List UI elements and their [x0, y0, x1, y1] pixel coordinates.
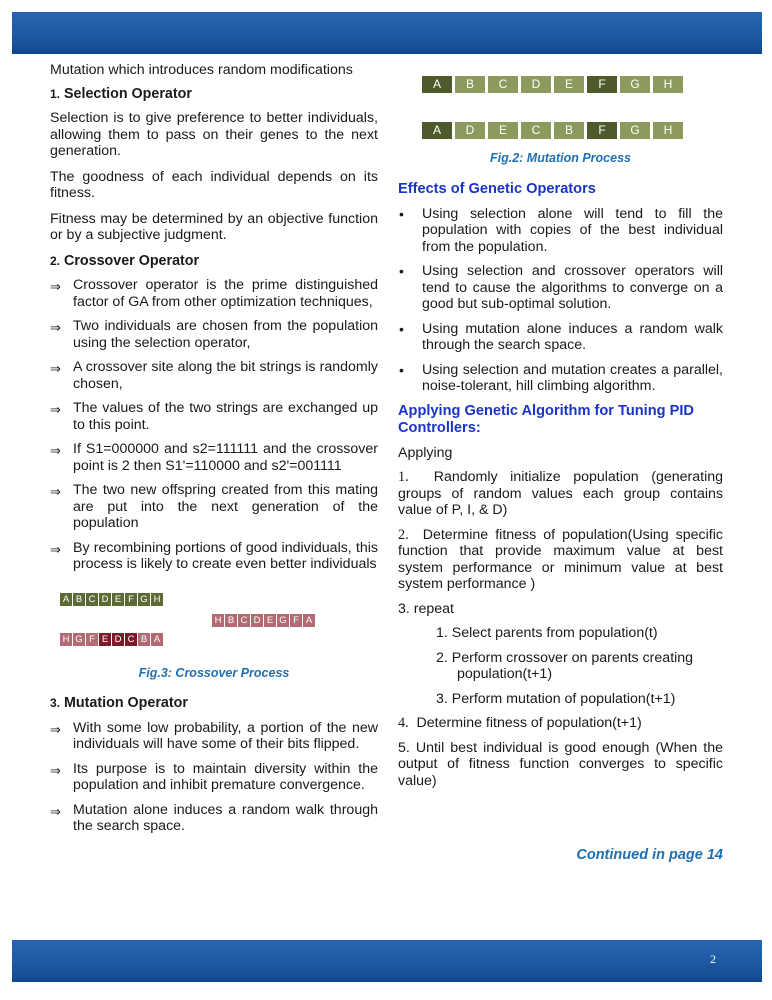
mutation-cell: F — [587, 122, 617, 139]
mutation-cell: D — [455, 122, 485, 139]
list-item: ⇒ The two new offspring created from this mating are put into the next generation of the population — [50, 482, 378, 531]
bullet-icon: • — [399, 361, 404, 378]
mutation-cell: C — [488, 76, 518, 93]
crossover-cell: H — [60, 633, 72, 646]
list-item: ⇒ By recombining portions of good individuals, this process is likely to create even better individuals — [50, 539, 378, 572]
arrow-icon: ⇒ — [50, 721, 61, 737]
crossover-cell: D — [112, 633, 124, 646]
left-column — [50, 62, 378, 843]
paragraph: Selection is to give preference to better individuals, allowing them to pass on their genes to the next generation. — [50, 110, 378, 159]
arrow-icon: ⇒ — [50, 279, 61, 294]
list-item: ⇒ If S1=000000 and s2=111111 and the crossover point is 2 then S1'=110000 and s2'=001111 — [50, 441, 378, 474]
mutation-cell: D — [521, 76, 551, 93]
substep-2: 2. Perform crossover on parents creating population(t+1) — [436, 649, 694, 682]
header-band — [12, 12, 762, 54]
continued-link[interactable]: Continued in page 14 — [576, 847, 723, 863]
list-item: ⇒ Crossover operator is the prime distinguished factor of GA from other optimization techniques, — [50, 277, 378, 310]
mutation-list — [50, 720, 378, 835]
crossover-cell: G — [138, 593, 150, 606]
list-item: • Using selection alone will tend to fill the population with copies of the best individual from the population. — [399, 205, 723, 255]
crossover-list — [50, 277, 378, 573]
substep-3: 3. Perform mutation of population(t+1) — [436, 690, 676, 707]
mutation-cell: B — [455, 76, 485, 93]
section-title: Selection Operator — [64, 85, 192, 102]
list-item: • Using mutation alone induces a random walk through the search space. — [399, 320, 723, 353]
mutation-cell: H — [653, 122, 683, 139]
crossover-heading — [50, 253, 378, 270]
list-item: ⇒ Mutation alone induces a random walk through the search space. — [50, 801, 378, 834]
arrow-icon: ⇒ — [50, 762, 61, 778]
crossover-cell: B — [225, 614, 237, 627]
crossover-cell: H — [212, 614, 224, 627]
section-title: Mutation Operator — [64, 695, 188, 711]
crossover-cell: H — [151, 593, 163, 606]
crossover-cell: E — [99, 633, 111, 646]
list-item: • Using selection and crossover operators will tend to cause the algorithms to converge on a good but sub-optimal solution. — [399, 263, 723, 312]
figure-caption: Fig.2: Mutation Process — [490, 151, 631, 165]
crossover-cell: F — [86, 633, 98, 646]
mutation-cell: G — [620, 122, 650, 139]
step-3: 3. repeat — [398, 600, 455, 617]
mutation-cell: F — [587, 76, 617, 93]
step-4: 4. Determine fitness of population(t+1) — [398, 715, 642, 731]
applying-lead: Applying — [398, 444, 453, 461]
crossover-cell: A — [303, 614, 315, 627]
right-column — [398, 62, 723, 864]
mutation-row-after — [422, 122, 686, 139]
mutation-heading — [50, 695, 378, 712]
parent-strip-2 — [60, 633, 164, 646]
list-item: ⇒ The values of the two strings are exchanged up to this point. — [50, 400, 378, 433]
effects-heading: Effects of Genetic Operators — [398, 180, 596, 197]
bullet-icon: • — [399, 263, 404, 279]
mutation-cell: E — [488, 122, 518, 139]
crossover-cell: F — [290, 614, 302, 627]
list-item: ⇒ Its purpose is to maintain diversity within the population and inhibit premature convergence. — [50, 760, 378, 793]
section-number: 3. — [50, 696, 61, 710]
paragraph: Fitness may be determined by an objective function or by a subjective judgment. — [50, 210, 378, 243]
arrow-icon: ⇒ — [50, 443, 61, 458]
crossover-cell: E — [264, 614, 276, 627]
mutation-cell: A — [422, 122, 452, 139]
footer-band — [12, 940, 762, 982]
crossover-cell: A — [60, 593, 72, 606]
mutation-cell: C — [521, 122, 551, 139]
bullet-icon: • — [399, 320, 404, 337]
figure-caption: Fig.3: Crossover Process — [138, 665, 290, 680]
offspring-strip — [212, 614, 316, 627]
crossover-cell: F — [125, 593, 137, 606]
crossover-cell: C — [86, 593, 98, 606]
selection-heading — [50, 86, 378, 103]
arrow-icon: ⇒ — [50, 361, 61, 376]
substep-1: 1. Select parents from population(t) — [436, 625, 658, 641]
mutation-figure — [398, 62, 723, 146]
applying-heading: Applying Genetic Algorithm for Tuning PID Controllers: — [398, 402, 694, 436]
mutation-row-before — [422, 76, 686, 93]
crossover-cell: G — [277, 614, 289, 627]
mutation-cell: G — [620, 76, 650, 93]
bullet-icon: • — [399, 205, 404, 222]
paragraph: The goodness of each individual depends on its fitness. — [50, 168, 378, 201]
list-item: ⇒ Two individuals are chosen from the population using the selection operator, — [50, 318, 378, 351]
page-number: 2 — [710, 952, 716, 966]
list-item: ⇒ With some low probability, a portion of the new individuals will have some of their bits flipped. — [50, 719, 378, 752]
list-item: • Using selection and mutation creates a parallel, noise-tolerant, hill climbing algorithm. — [399, 361, 723, 394]
section-title: Crossover Operator — [64, 252, 200, 269]
arrow-icon: ⇒ — [50, 541, 61, 557]
crossover-cell: C — [238, 614, 250, 627]
step-5: 5. Until best individual is good enough (When the output of fitness function converges to specific value) — [398, 739, 723, 789]
crossover-cell: B — [138, 633, 150, 646]
arrow-icon: ⇒ — [50, 320, 61, 335]
arrow-icon: ⇒ — [50, 484, 61, 499]
crossover-cell: B — [73, 593, 85, 606]
intro-text: Mutation which introduces random modifications — [50, 62, 353, 78]
crossover-cell: A — [151, 633, 163, 646]
crossover-cell: G — [73, 633, 85, 646]
crossover-figure — [50, 581, 378, 661]
crossover-cell: D — [251, 614, 263, 627]
mutation-cell: H — [653, 76, 683, 93]
crossover-cell: C — [125, 633, 137, 646]
mutation-cell: E — [554, 76, 584, 93]
step-2: 2. Determine fitness of population(Using specific function that provide maximum value at best system performance or minimum value at best system performance ) — [398, 526, 723, 592]
parent-strip-1 — [60, 593, 164, 606]
step-1: 1. Randomly initialize population (generating groups of random values each group contains value of P, I, & D) — [398, 469, 723, 518]
crossover-cell: D — [99, 593, 111, 606]
effects-list — [398, 206, 723, 395]
mutation-cell: A — [422, 76, 452, 93]
arrow-icon: ⇒ — [50, 402, 61, 417]
list-item: ⇒ A crossover site along the bit strings is randomly chosen, — [50, 359, 378, 392]
arrow-icon: ⇒ — [50, 803, 61, 819]
section-number: 2. — [50, 253, 61, 268]
crossover-cell: E — [112, 593, 124, 606]
section-number: 1. — [50, 86, 61, 101]
mutation-cell: B — [554, 122, 584, 139]
